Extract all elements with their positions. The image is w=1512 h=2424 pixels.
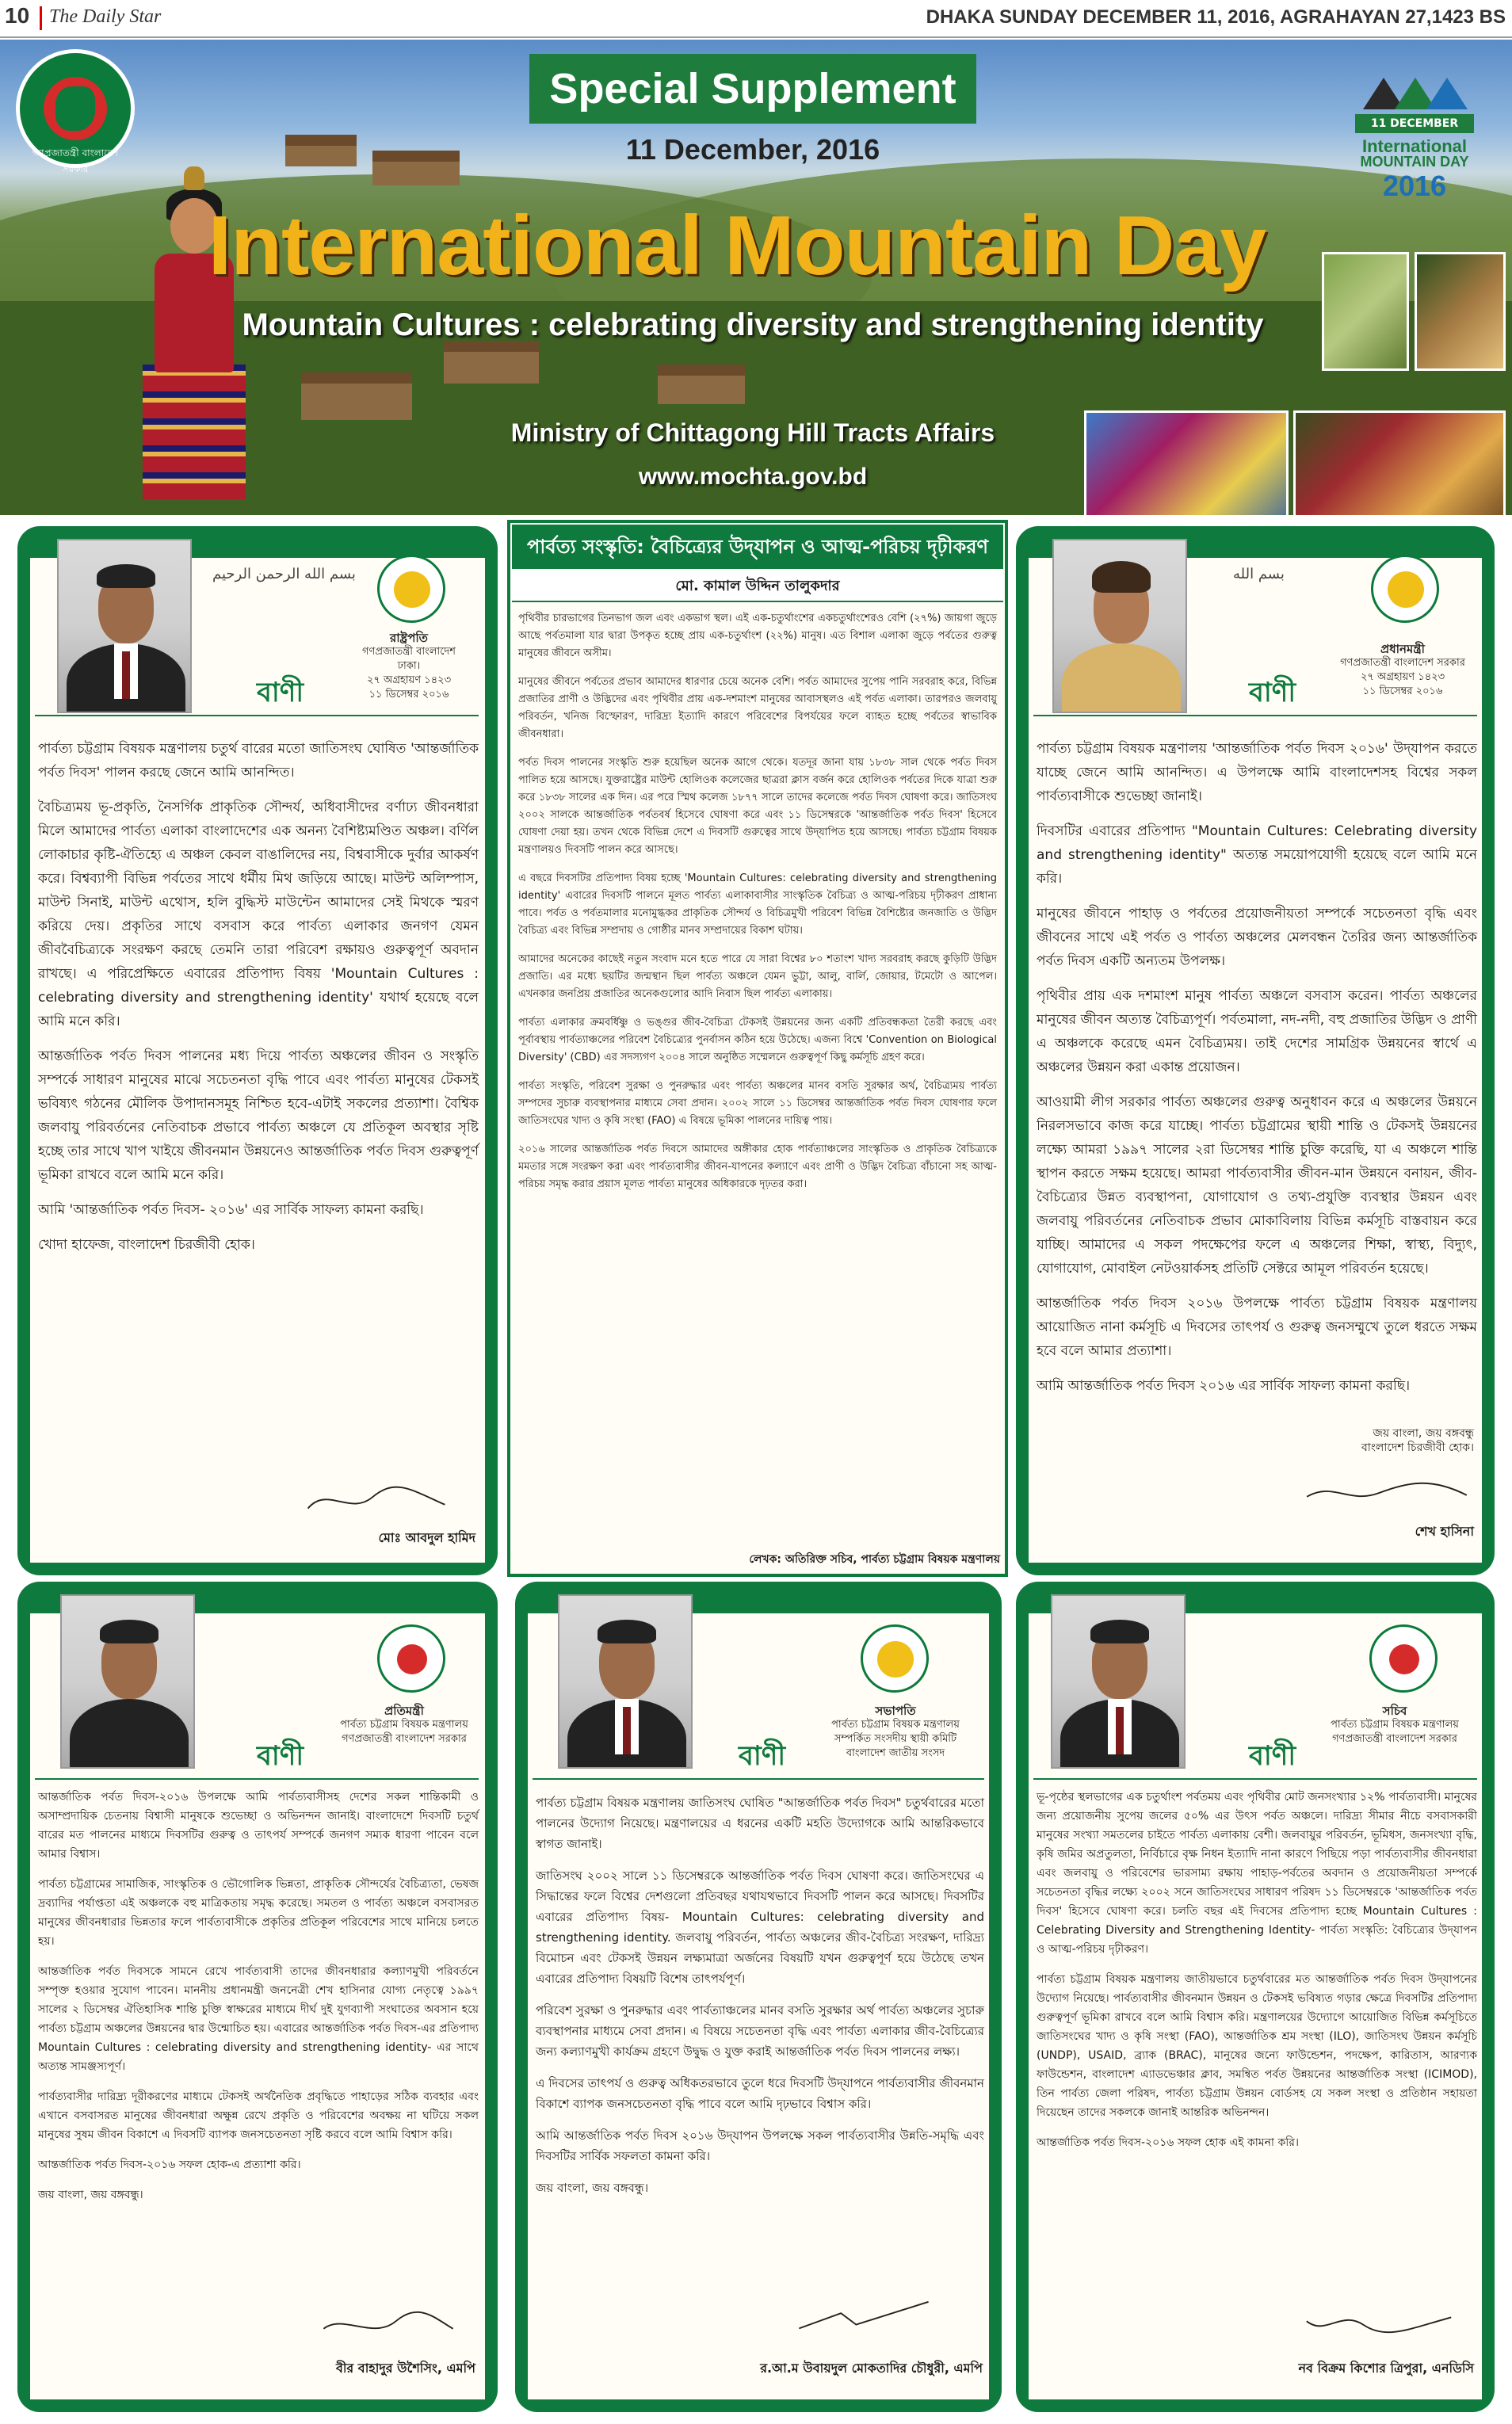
theme-subtitle: Mountain Cultures : celebrating diversity and strengthening identity <box>242 307 1264 342</box>
chairman-signature <box>792 2298 935 2338</box>
pm-name: শেখ হাসিনা <box>1415 1524 1474 1539</box>
state-minister-signature <box>317 2306 460 2346</box>
hut-image <box>301 372 412 420</box>
state-minister-message-body: আন্তর্জাতিক পর্বত দিবস-২০১৬ উপলক্ষে আমি পার্বত্যবাসীসহ দেশের সকল শান্তিকামী ও অসাম্প্রদায়িক চেতনায় বিশ্বাসী মানুষকে শুভেচ্ছা ও অভিনন্দন জানাই। বাংলাদেশে দিবসটি চতুর্থ বারের মত পালনের মাধ্যমে দিবসটির গুরুত্ব ও তাৎপর্য সম্পর্কে জনগণ সম্যক ধারণা পাবেন বলে আমার বিশ্বাস। পার্বত্য চট্টগ্রামের সামাজিক, সাংস্কৃতিক ও ভৌগোলিক ভিন্নতা, প্রাকৃতিক সৌন্দর্যের বৈচিত্র্যতা, ভেষজ দ্রব্যাদির পর্যাপ্ততা এই অঞ্চলকে বহু মাত্রিকতায় সমৃদ্ধ করেছে। সমতল ও পার্বত্য অঞ্চলে বসবাসরত মানুষের জীবনধারার ভিন্নতার ফলে পার্বত্যবাসীকে প্রকৃতির প্রতিকূল পরিবেশের সাথে মানিয়ে চলতে হয়। আন্তর্জাতিক পর্বত দিবসকে সামনে রেখে পার্বত্যবাসী তাদের জীবনধারার কল্যাণমুখী পরিবর্তনে সম্পৃক্ত হওয়ার সুযোগ পাবেন। মাননীয় প্রধানমন্ত্রী জননেত্রী শেখ হাসিনার যোগ্য নেতৃত্বে ১৯৯৭ সালের ২ ডিসেম্বর ঐতিহাসিক শান্তি চুক্তি স্বাক্ষরের মাধ্যমে দীর্ঘ দুই যুগব্যাপী সংঘাতের অবসান হয়ে পার্বত্য চট্টগ্রাম অঞ্চলের উন্নয়নের দ্বার উন্মোচিত হয়। এবারের আন্তর্জাতিক পর্বত দিবস-এর প্রতিপাদ্য Mountain Cultures : celebrating diversity and strengthening identity- এর সাথে অত্যন্ত সামঞ্জস্যপূর্ণ। পার্বত্যবাসীর দারিদ্র্য দূরীকরণের মাধ্যমে টেকসই অর্থনৈতিক প্রবৃদ্ধিতে পাহাড়ের সঠিক ব্যবহার এবং এখানে বসবাসরত মানুষের জীবনধারা অক্ষুন্ন রেখে প্রকৃতি ও পরিবেশের অবক্ষয় না ঘটিয়ে সকল মানুষের সুষম জীবন বিকাশে এ দিবসটি ব্যাপক জনসচেতনতা সৃষ্টি করবে বলে আমি বিশ্বাস করি। আন্তর্জাতিক পর্বত দিবস-২০১৬ সফল হোক-এ প্রত্যাশা করি। জয় বাংলা, জয় বঙ্গবন্ধু। <box>38 1791 479 2201</box>
government-logo <box>16 49 135 174</box>
message-heading: বাণী <box>257 677 304 708</box>
message-heading: বাণী <box>1249 677 1296 708</box>
ministry-name: Ministry of Chittagong Hill Tracts Affairs <box>510 418 995 447</box>
main-title: International Mountain Day <box>208 199 1266 292</box>
article-author: মো. কামাল উদ্দিন তালুকদার <box>512 571 1003 602</box>
divider <box>1033 1778 1477 1780</box>
secretary-portrait <box>1051 1594 1186 1769</box>
pm-seal <box>1371 555 1439 623</box>
chairman-name: র.আ.ম উবায়দুল মোকতাদির চৌধুরী, এমপি <box>760 2361 983 2376</box>
government-seal <box>377 1624 445 1693</box>
president-name: মোঃ আবদুল হামিদ <box>378 1530 475 1545</box>
pm-portrait <box>1052 539 1187 713</box>
bismillah-text: بسم الله الرحمن الرحيم <box>212 566 356 582</box>
mountain-icon <box>1426 78 1468 109</box>
state-minister-portrait <box>60 1594 195 1769</box>
hut-image <box>372 151 460 185</box>
ministry-website: www.mochta.gov.bd <box>638 464 868 490</box>
president-seal <box>377 555 445 623</box>
harvest-photo <box>1415 252 1506 371</box>
pm-closing: জয় বাংলা, জয় বঙ্গবন্ধু বাংলাদেশ চিরজীবী হোক। <box>1361 1427 1474 1454</box>
chairman-designation: সভাপতি পার্বত্য চট্টগ্রাম বিষয়ক মন্ত্রণালয় সম্পর্কিত সংসদীয় স্থায়ী কমিটি বাংলাদেশ জাতীয় সংসদ <box>831 1704 960 1759</box>
divider <box>533 1778 984 1780</box>
president-designation: রাষ্ট্রপতি গণপ্রজাতন্ত্রী বাংলাদেশ ঢাকা। ২৭ অগ্রহায়ণ ১৪২৩ ১১ ডিসেম্বর ২০১৬ <box>362 631 456 700</box>
dancers-photo <box>1084 410 1289 515</box>
president-portrait <box>57 539 192 713</box>
supplement-date: 11 December, 2016 <box>625 133 880 166</box>
weaving-photo <box>1293 410 1506 515</box>
supplement-label: Special Supplement <box>529 54 976 124</box>
state-minister-name: বীর বাহাদুর উশৈসিং, এমপি <box>335 2361 475 2376</box>
article-title: পার্বত্য সংস্কৃতি: বৈচিত্র্যের উদ্‌যাপন ও আত্ম-পরিচয় দৃঢ়ীকরণ <box>512 525 1003 569</box>
chairman-message-body: পার্বত্য চট্টগ্রাম বিষয়ক মন্ত্রণালয় জাতিসংঘ ঘোষিত "আন্তর্জাতিক পর্বত দিবস" চতুর্থবারের মতো পালনের উদ্যোগ নিয়েছে। মন্ত্রণালয়ের এ ধরনের একটি মহতি উদ্যোগকে আমি আন্তরিকভাবে স্বাগত জানাই। জাতিসংঘ ২০০২ সালে ১১ ডিসেম্বরকে আন্তর্জাতিক পর্বত দিবস ঘোষণা করে। জাতিসংঘের এ সিদ্ধান্তের ফলে বিশ্বের দেশগুলো প্রতিবছর যথাযথভাবে দিবসটি পালন করে আসছে। দিবসটির এবারের প্রতিপাদ্য বিষয়- Mountain Cultures: celebrating diversity and strengthening identity. জলবায়ু পরিবর্তন, পার্বত্য অঞ্চলের জীব-বৈচিত্র্য সংরক্ষণ, দারিদ্র্য বিমোচন এবং টেকসই উন্নয়ন লক্ষ্যমাত্রা অর্জনের বিষয়টি যখন গুরুত্বপূর্ণ হয়ে উঠেছে তখন এবারের প্রতিপাদ্য বিষয়টি বিশেষ তাৎপর্যপূর্ণ। পরিবেশ সুরক্ষা ও পুনরুদ্ধার এবং পার্বত্যাঞ্চলের মানব বসতি সুরক্ষার অর্থ পার্বত্য অঞ্চলের সুচারু ব্যবস্থাপনার মাধ্যমে সেবা প্রদান। এ বিষয়ে সচেতনতা বৃদ্ধি এবং পার্বত্য এলাকার জীব-বৈচিত্র্যের জন্য কল্যাণমুখী কার্যক্রম গ্রহণে উদ্বুদ্ধ ও যুক্ত করাই আন্তর্জাতিক পর্বত দিবস পালনের লক্ষ্য। এ দিবসের তাৎপর্য ও গুরুত্ব অধিকতরভাবে তুলে ধরে দিবসটি উদ্‌যাপনে পার্বত্যবাসীর জীবনমান বিকাশে ব্যাপক জনসচেতনতা বৃদ্ধি পাবে বলে আমি দৃঢ়ভাবে বিশ্বাস করি। আমি আন্তর্জাতিক পর্বত দিবস ২০১৬ উদ্‌যাপন উপলক্ষে সকল পার্বত্যবাসীর উন্নতি-সমৃদ্ধি এবং দিবসটির সার্বিক সফলতা কামনা করি। জয় বাংলা, জয় বঙ্গবন্ধু। <box>536 1796 984 2195</box>
page-number: 10 <box>5 3 30 28</box>
government-seal <box>1369 1624 1438 1693</box>
president-signature <box>301 1482 452 1521</box>
secretary-designation: সচিব পার্বত্য চট্টগ্রাম বিষয়ক মন্ত্রণালয় গণপ্রজাতন্ত্রী বাংলাদেশ সরকার <box>1331 1704 1459 1745</box>
masthead <box>0 0 1512 38</box>
secretary-name: নব বিক্রম কিশোর ত্রিপুরা, এনডিসি <box>1298 2361 1474 2376</box>
newspaper-name: The Daily Star <box>49 6 162 27</box>
secretary-signature <box>1300 2306 1458 2346</box>
divider <box>35 715 479 716</box>
hut-image <box>285 135 357 166</box>
parliament-seal <box>861 1624 929 1693</box>
state-minister-designation: প্রতিমন্ত্রী পার্বত্য চট্টগ্রাম বিষয়ক মন্ত্রণালয় গণপ্রজাতন্ত্রী বাংলাদেশ সরকার <box>340 1704 468 1745</box>
divider <box>1033 715 1477 716</box>
message-heading: বাণী <box>1249 1740 1296 1772</box>
pm-signature <box>1300 1474 1474 1514</box>
hut-image <box>658 365 745 404</box>
president-message-body: পার্বত্য চট্টগ্রাম বিষয়ক মন্ত্রণালয় চতুর্থ বারের মতো জাতিসংঘ ঘোষিত 'আন্তর্জাতিক পর্বত দিবস' পালন করছে জেনে আমি আনন্দিত। বৈচিত্র্যময় ভূ-প্রকৃতি, নৈসর্গিক প্রাকৃতিক সৌন্দর্য, অধিবাসীদের বর্ণাঢ্য জীবনধারা মিলে আমাদের পার্বত্য এলাকা বাংলাদেশের এক অনন্য বৈশিষ্ট্যমণ্ডিত অঞ্চল। বর্ণিল লোকাচার কৃষ্টি-ঐতিহ্যে এ অঞ্চল কেবল বাঙালিদের নয়, বিশ্ববাসীকে দুর্বার আকর্ষণ করে। বিশ্বব্যাপী বিভিন্ন পর্বতের সাথে ধর্মীয় মিথ জড়িয়ে আছে। মাউন্ট অলিম্পাস, মাউন্ট সিনাই, মাউন্ট এথোস, হলি বুদ্ধিস্ট মাউন্টেন আমাদের সেই মিথকে স্মরণ করিয়ে দেয়। প্রকৃতির সাথে বসবাস করে পার্বত্য এলাকার জনগণ যেমন জীববৈচিত্র্যকে সংরক্ষণ করছে তেমনি তারা পরিবেশ রক্ষায়ও গুরুত্বপূর্ণ অবদান রাখছে। এ পরিপ্রেক্ষিতে এবারের প্রতিপাদ্য বিষয় 'Mountain Cultures : celebrating diversity and strengthening identity' যথার্থ হয়েছে বলে আমি মনে করি। আন্তর্জাতিক পর্বত দিবস পালনের মধ্য দিয়ে পার্বত্য অঞ্চলের জীবন ও সংস্কৃতি সম্পর্কে সাধারণ মানুষের মাঝে সচেতনতা বৃদ্ধি পাবে এবং পার্বত্য মানুষের টেকসই ভবিষ্যৎ গঠনের মৌলিক উপাদানসমূহ নিশ্চিত হবে-এটাই সকলের প্রত্যাশা। বৈশ্বিক জলবায়ু পরিবর্তনের নেতিবাচক প্রভাবে পার্বত্য অঞ্চলে যে প্রতিকূল অবস্থার সৃষ্টি হচ্ছে তার সাথে খাপ খাইয়ে জীবনমান উন্নয়নেও আন্তর্জাতিক পর্বত দিবস গুরুত্বপূর্ণ ভূমিকা রাখবে বলে আমি মনে করি। আমি 'আন্তর্জাতিক পর্বত দিবস- ২০১৬' এর সার্বিক সাফল্য কামনা করছি। খোদা হাফেজ, বাংলাদেশ চিরজীবী হোক। <box>38 741 479 1253</box>
government-logo-text: গণপ্রজাতন্ত্রী বাংলাদেশ সরকার <box>32 147 119 174</box>
chairman-portrait <box>558 1594 693 1769</box>
article-author-credit: লেখক: অতিরিক্ত সচিব, পার্বত্য চট্টগ্রাম বিষয়ক মন্ত্রণালয় <box>749 1553 1000 1566</box>
hut-image <box>444 341 539 384</box>
divider <box>40 6 42 30</box>
mountain-day-logo: 11 DECEMBER International MOUNTAIN DAY 2016 <box>1331 70 1498 204</box>
dateline: DHAKA SUNDAY DECEMBER 11, 2016, AGRAHAYAN 27,1423 BS <box>926 6 1506 28</box>
article-body: পৃথিবীর চারভাগের তিনভাগ জল এবং একভাগ স্থল। এই এক-চতুর্থাংশের একচতুর্থাংশেরও বেশি (২৭%) জায়গা জুড়ে আছে পর্বতমালা যার দ্বারা উপকৃত হচ্ছে প্রায় এক-চতুর্থাংশ (২২%) মানুষ। এত বিশাল এলাকা জুড়ে পর্বতের গুরুত্ব মানুষের জীবনে অসীম। মানুষের জীবনে পর্বতের প্রভাব আমাদের ধারণার চেয়ে অনেক বেশি। পর্বত আমাদের সুপেয় পানি সরবরাহ করে, বিভিন্ন প্রজাতির প্রাণী ও উদ্ভিদের এবং পৃথিবীর প্রায় এক-দশমাংশ মানুষের আবাসস্থলও এই পর্বত এলাকা। তারপরও জলবায়ু পরিবর্তন, খনিজ বিস্ফোরণ, দারিদ্র্য ইত্যাদি কারণে পরিবেশের বিপর্যয়ের ফলে ব্যাহত হচ্ছে পর্বতের স্বাভাবিক জীবনধারা। পর্বত দিবস পালনের সংস্কৃতি শুরু হয়েছিল অনেক আগে থেকে। যতদূর জানা যায় ১৮৩৮ সাল থেকে পর্বত দিবস পালিত হয়ে আসছে। যুক্তরাষ্ট্রের মাউন্ট হোলিওক কলেজের ছাত্ররা ক্লাস বর্জন করে হোলিওক পর্বতের দিকে যাত্রা শুরু করে ১৮৩৮ সালের এক দিন। এর পরে স্মিথ কলেজ ১৮৭৭ সালে তাদের কলেজে পর্বত দিবস ঘোষণা করে। জাতিসংঘ ২০০২ সালকে আন্তর্জাতিক পর্বতবর্ষ হিসেবে ঘোষণা করে এবং ১১ ডিসেম্বরকে 'আন্তর্জাতিক পর্বত দিবস' হিসেবে ঘোষণা দেয়া হয়। তখন থেকে বিভিন্ন দেশে এ দিবসটি গুরুত্বের সাথে উদ্‌যাপিত হয়ে আসছে। পার্বত্য চট্টগ্রাম বিষয়ক মন্ত্রণালয়ও দিবসটি পালন করে আসছে। এ বছরে দিবসটির প্রতিপাদ্য বিষয় হচ্ছে 'Mountain Cultures: celebrating diversity and strengthening identity' এবারের দিবসটি পালনে মূলত পার্বত্য এলাকাবাসীর সাংস্কৃতিক বৈচিত্র্য ও আত্ম-পরিচয় দৃঢ়ীকরণ প্রাধান্য পাবে। পর্বত ও পর্বতমালার মনোমুগ্ধকর প্রাকৃতিক সৌন্দর্য ও বিচিত্রমুখী পরিবেশ বিভিন্ন বৈশিষ্ট্যের জনজাতি ও উদ্ভিদ বৈচিত্র্য এবং বিভিন্ন সম্প্রদায় ও গোষ্ঠীর মানব সম্প্রদায়ের বিকাশ ঘটায়। আমাদের অনেকের কাছেই নতুন সংবাদ মনে হতে পারে যে সারা বিশ্বের ৮০ শতাংশ খাদ্য সরবরাহ করছে কুড়িটি উদ্ভিদ প্রজাতি। এর মধ্যে ছয়টির জন্মস্থান ছিল পার্বত্য অঞ্চলে যেমন ভুট্টা, আলু, বার্লি, জোয়ার, টমেটো ও আপেল। এখনকার জনপ্রিয় প্রজাতির অনেকগুলোর আদি নিবাস ছিল পার্বত্য এলাকায়। পার্বত্য এলাকার ক্রমবর্ধিষ্ণু ও ভঙ্গুর জীব-বৈচিত্র্য টেকসই উন্নয়নের জন্য একটি প্রতিবন্ধকতা তৈরী করছে এবং পূর্বাবস্থায় পার্বত্যাঞ্চলের পরিবেশ বৈচিত্র্যের পুনর্বাসন কঠিন হয়ে উঠেছে। এজন্য বিশ্বে 'Convention on Biological Diversity' (CBD) এর সদস্যগণ ২০০৪ সালে অনুষ্ঠিত সম্মেলনে গুরুত্বপূর্ণ কিছু কর্মসূচি গ্রহণ করে। পার্বত্য সংস্কৃতি, পরিবেশ সুরক্ষা ও পুনরুদ্ধার এবং পার্বত্য অঞ্চলের মানব বসতি সুরক্ষার অর্থ, বৈচিত্র্যময় পার্বত্য সম্পদের সুচারু ব্যবস্থাপনার মাধ্যমে সেবা প্রদান। ২০০২ সালে ১১ ডিসেম্বর আন্তর্জাতিক পর্বত দিবস ঘোষণার ফলে জাতিসংঘের খাদ্য ও কৃষি সংস্থা (FAO) এ বিষয়ে ভূমিকা পালনের দায়িত্ব পায়। ২০১৬ সালের আন্তর্জাতিক পর্বত দিবসে আমাদের অঙ্গীকার হোক পার্বত্যাঞ্চলের সাংস্কৃতিক ও প্রাকৃতিক বৈচিত্র্যকে মমতার সঙ্গে সংরক্ষণ করা এবং পার্বত্যবাসীর জীবন-যাপনের কল্যাণে এবং প্রাণী ও উদ্ভিদ বৈচিত্র্য বাঁচানো সহ আত্ম-পরিচয় সমৃদ্ধ করার প্রয়াস মূলত পার্বত্য মানুষের অধিকারকে দৃঢ়তর করা। <box>518 613 997 1190</box>
divider <box>35 1778 479 1780</box>
pm-designation: প্রধানমন্ত্রী গণপ্রজাতন্ত্রী বাংলাদেশ সরকার ২৭ অগ্রহায়ণ ১৪২৩ ১১ ডিসেম্বর ২০১৬ <box>1340 642 1465 697</box>
bismillah-text: بسم الله <box>1233 566 1285 582</box>
pm-message-body: পার্বত্য চট্টগ্রাম বিষয়ক মন্ত্রণালয় 'আন্তর্জাতিক পর্বত দিবস ২০১৬' উদ্‌যাপন করতে যাচ্ছে জেনে আমি আনন্দিত। এ উপলক্ষে আমি বাংলাদেশসহ বিশ্বের সকল পার্বত্যবাসীকে শুভেচ্ছা জানাই। দিবসটির এবারের প্রতিপাদ্য "Mountain Cultures: Celebrating diversity and strengthening identity" অত্যন্ত সময়োপযোগী হয়েছে বলে আমি মনে করি। মানুষের জীবনে পাহাড় ও পর্বতের প্রয়োজনীয়তা সম্পর্কে সচেতনতা বৃদ্ধি এবং জীবনের সাথে এই পর্বত ও পার্বত্য অঞ্চলের মেলবন্ধন তৈরির জন্য আন্তর্জাতিক পর্বত দিবস একটি অন্যতম উপলক্ষ। পৃথিবীর প্রায় এক দশমাংশ মানুষ পার্বত্য অঞ্চলে বসবাস করেন। পার্বত্য অঞ্চলের মানুষের জীবন অত্যন্ত বৈচিত্র্যপূর্ণ। পর্বতমালা, নদ-নদী, বহু প্রজাতির উদ্ভিদ ও প্রাণী এ অঞ্চলকে করেছে এমন বৈচিত্র্যময়। তাই দেশের সামগ্রিক উন্নয়নের স্বার্থে এ অঞ্চলের উন্নয়ন করা একান্ত প্রয়োজন। আওয়ামী লীগ সরকার পার্বত্য অঞ্চলের গুরুত্ব অনুধাবন করে এ অঞ্চলের উন্নয়নে নিরলসভাবে কাজ করে যাচ্ছে। পার্বত্য চট্টগ্রামের স্থায়ী শান্তি ও টেকসই উন্নয়নের লক্ষ্যে আমরা ১৯৯৭ সালের ২রা ডিসেম্বর শান্তি চুক্তি করেছি, যা এ অঞ্চলে শান্তি স্থাপন করতে সক্ষম হয়েছে। আমরা পার্বত্যবাসীর জীবন-মান উন্নয়নে বনায়ন, জীব-বৈচিত্র্যের উন্নত ব্যবস্থাপনা, যোগাযোগ ও তথ্য-প্রযুক্তি ব্যবস্থার উন্নয়ন এবং জলবায়ু পরিবর্তনের নেতিবাচক প্রভাব মোকাবিলায় বিভিন্ন কর্মসূচি বাস্তবায়ন করে যাচ্ছি। আমাদের এ সকল পদক্ষেপের ফলে এ অঞ্চলের শিক্ষা, স্বাস্থ্য, বিদ্যুৎ, যোগাযোগ, মোবাইল নেটওয়ার্কসহ প্রতিটি সেক্টরে আমূল পরিবর্তন হয়েছে। আন্তর্জাতিক পর্বত দিবস ২০১৬ উপলক্ষে পার্বত্য চট্টগ্রাম বিষয়ক মন্ত্রণালয় আয়োজিত নানা কর্মসূচি এ দিবসের তাৎপর্য ও গুরুত্ব জনসম্মুখে তুলে ধরতে সক্ষম হবে বলে আমার প্রত্যাশা। আমি আন্তর্জাতিক পর্বত দিবস ২০১৬ এর সার্বিক সাফল্য কামনা করছি। <box>1037 741 1477 1394</box>
message-heading: বাণী <box>257 1740 304 1772</box>
secretary-message-body: ভূ-পৃষ্ঠের স্থলভাগের এক চতুর্থাংশ পর্বতময় এবং পৃথিবীর মোট জনসংখ্যার ১২% পার্বত্যবাসী। মানুষের জন্য প্রয়োজনীয় সুপেয় জলের ৫০% এর উৎস পর্বত অঞ্চলে। দারিদ্র্য সীমার নীচে বসবাসকারী মানুষের সংখ্যা সমতলের চাইতে পার্বত্য এলাকায় বেশী। জলবায়ুর পরিবর্তন, ভূমিধস, জনসংখ্যা বৃদ্ধি, কৃষি জমির অপ্রতুলতা, নির্বিচারে বৃক্ষ নিধন ইত্যাদি নানা কারণে পিছিয়ে পড়া পার্বত্যবাসীর জীবনধারা এবং জলবায়ু ও পরিবেশের ভারসাম্য রক্ষায় পাহাড়-পর্বতের অবদান ও প্রয়োজনীয়তা সম্পর্কে সচেতনতা বৃদ্ধির লক্ষ্যে ২০০২ সনে জাতিসংঘের সাধারণ পরিষদ ১১ ডিসেম্বরকে 'আন্তর্জাতিক পর্বত দিবস' হিসেবে ঘোষণা করে। চলতি বছর এই দিবসের প্রতিপাদ্য হচ্ছে Mountain Cultures : Celebrating Diversity and Strengthening Identity- পার্বত্য সংস্কৃতি: বৈচিত্র্যের উদ্‌যাপন ও আত্ম-পরিচয় দৃঢ়ীকরণ। পার্বত্য চট্টগ্রাম বিষয়ক মন্ত্রণালয় জাতীয়ভাবে চতুর্থবারের মত আন্তর্জাতিক পর্বত দিবস উদ্‌যাপনের উদ্যোগ নিয়েছে। পার্বত্যবাসীর জীবনমান উন্নয়ন ও টেকসই ভবিষ্যত গড়ার ক্ষেত্রে দিবসটির প্রতিপাদ্য গুরুত্বপূর্ণ ভূমিকা রাখবে বলে আমি বিশ্বাস করি। মন্ত্রণালয়ের উদ্যোগে আয়োজিত বিভিন্ন কর্মসূচিতে জাতিসংঘের খাদ্য ও কৃষি সংস্থা (FAO), আন্তর্জাতিক শ্রম সংস্থা (ILO), জাতিসংঘ উন্নয়ন কর্মসূচি (UNDP), USAID, ব্র্যাক (BRAC), মানুষের জন্যে ফাউন্ডেশন, পদক্ষেপ, কারিতাস, আরণ্যক ফাউন্ডেশন, বাংলাদেশ এ্যাডভেঞ্চার ক্লাব, সমন্বিত পর্বত উন্নয়নের আন্তর্জাতিক সংস্থা (ICIMOD), তিন পার্বত্য জেলা পরিষদ, পার্বত্য চট্টগ্রাম উন্নয়ন বোর্ডসহ যে সকল সংস্থা ও প্রতিষ্ঠান সহায়তা দিয়েছেন তাদের সকলকে জানাই আন্তরিক অভিনন্দন। আন্তর্জাতিক পর্বত দিবস-২০১৬ সফল হোক এই কামনা করি। <box>1037 1791 1477 2149</box>
message-heading: বাণী <box>739 1740 786 1772</box>
rice-field-photo <box>1322 252 1409 371</box>
supplement-banner <box>0 40 1512 515</box>
